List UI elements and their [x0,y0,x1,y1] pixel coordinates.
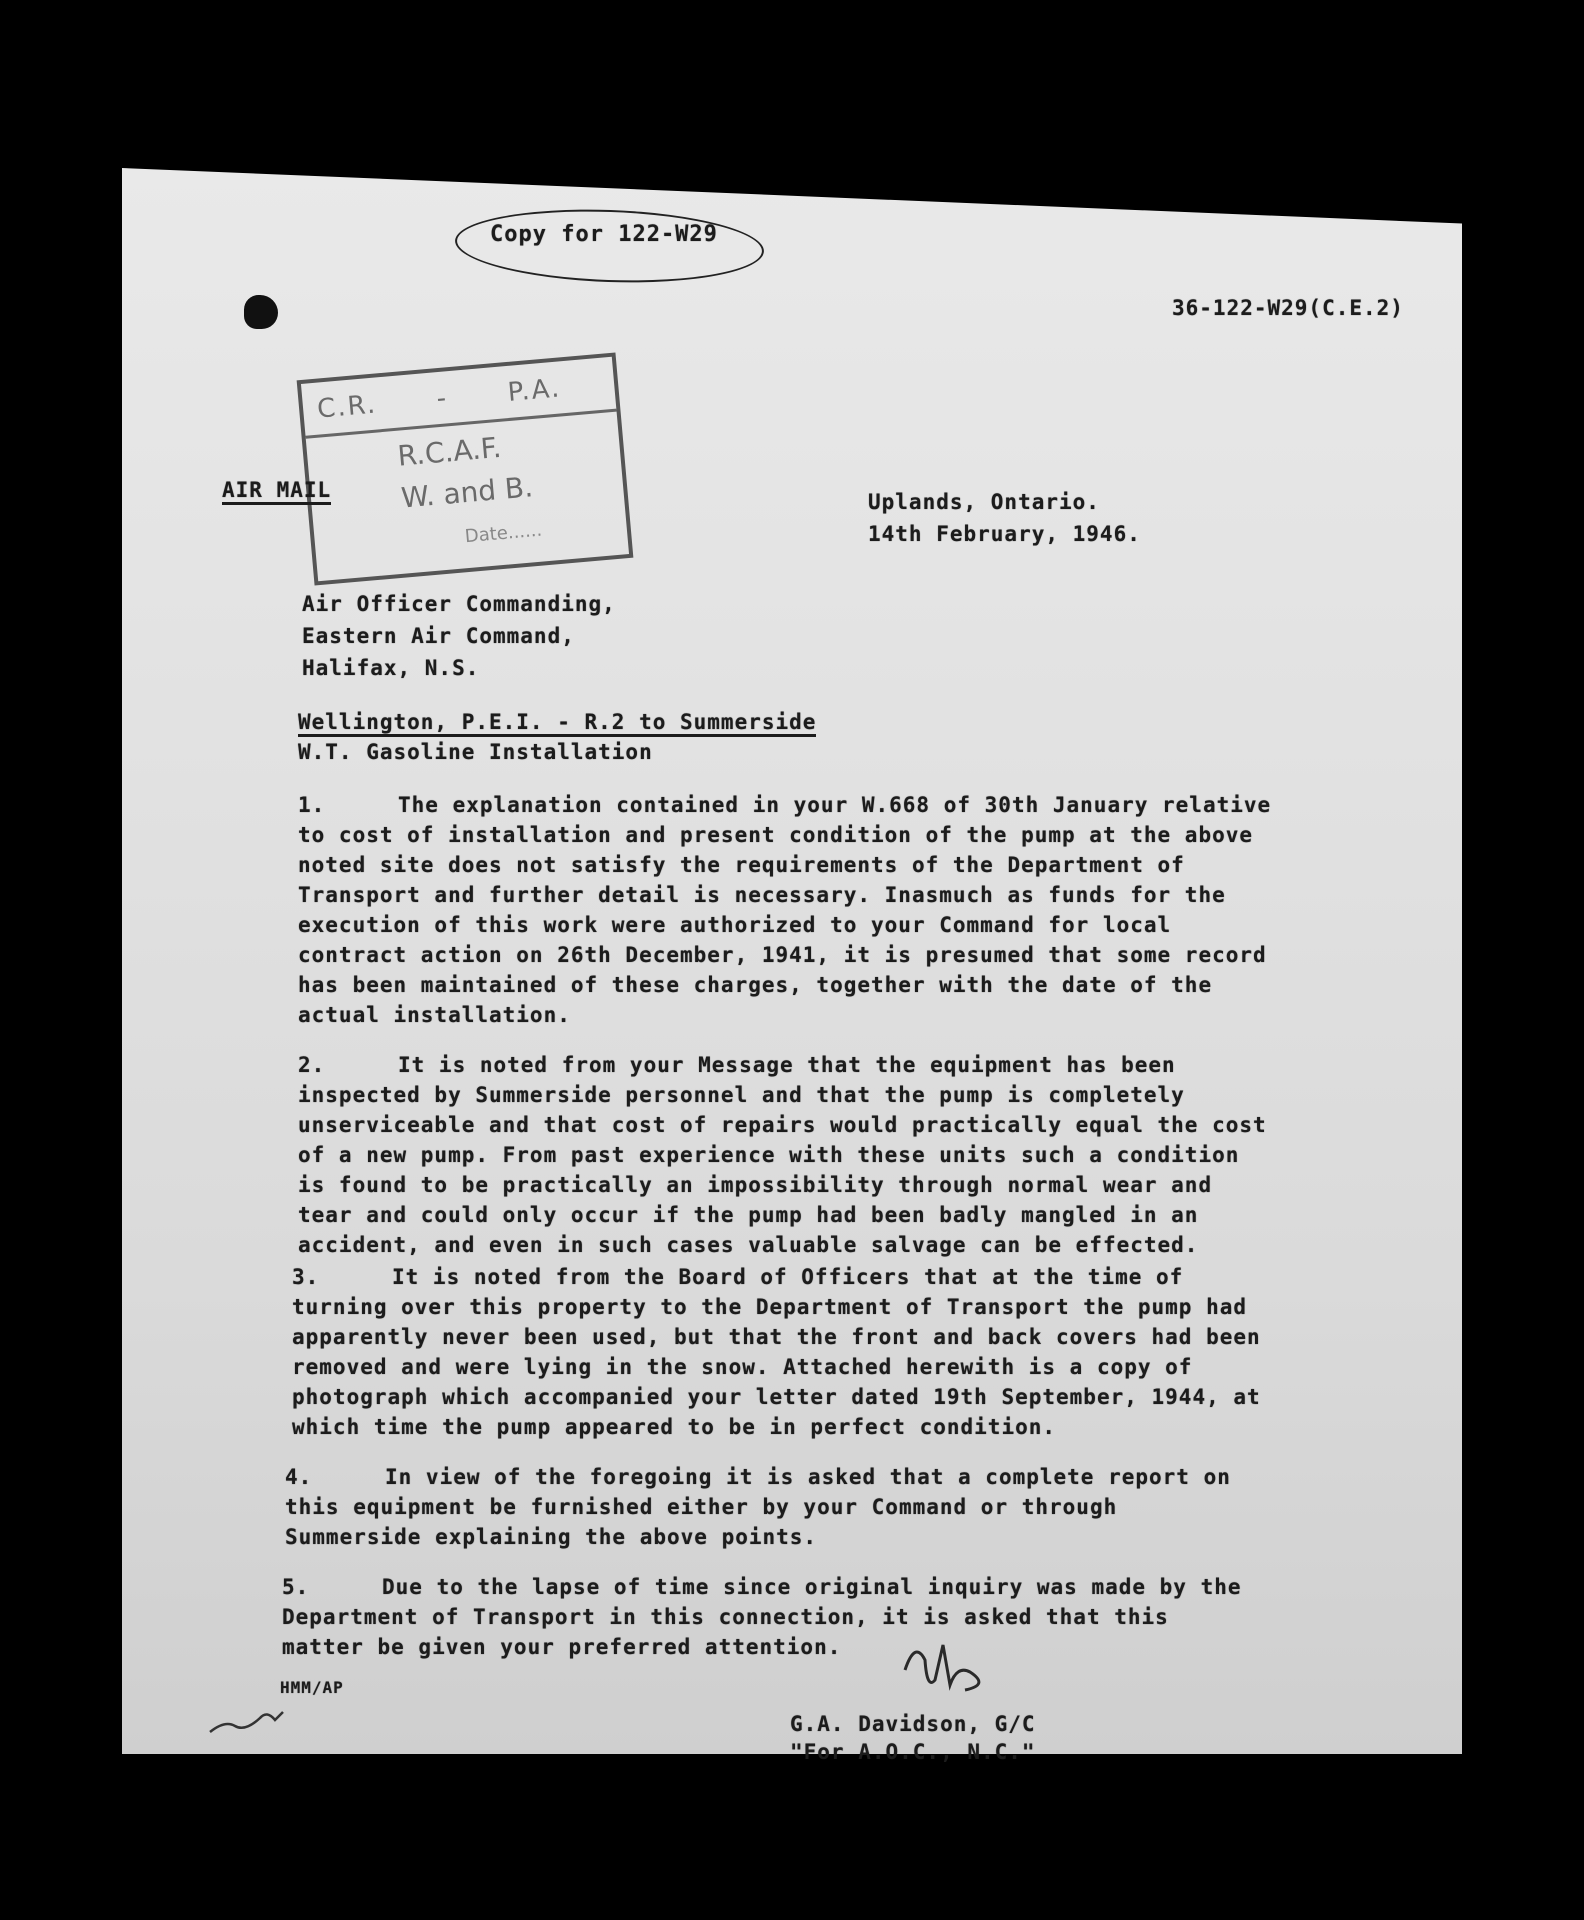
date-line: 14th February, 1946. [868,522,1141,546]
place-line: Uplands, Ontario. [868,490,1100,514]
paragraph-text: It is noted from the Board of Officers that at the time of turning over this property to the Department of Transport the pump had apparently never been used, but that the front and back covers had been removed and were lying in the snow. Attached herewith is a copy of photograph which accompanied your letter dated 19th September, 1944, at which time the pump appeared to be in perfect condition. [292,1265,1261,1439]
paragraph-number: 5. [282,1575,310,1599]
paragraph-number: 2. [298,1053,326,1077]
rcaf-received-stamp [297,352,634,585]
signatory-capacity: "For A.O.C., N.C." [790,1740,1036,1764]
paragraph-3 [292,1262,1272,1442]
reference-initials: HMM/AP [280,1678,344,1697]
paragraph-text: Due to the lapse of time since original inquiry was made by the Department of Transport in this connection, it is asked that this matter be given your preferred attention. [282,1575,1242,1659]
stamp-cr: C.R. [315,389,379,425]
stamp-dash: - [435,383,450,415]
paragraph-5 [282,1572,1262,1662]
stamp-w-and-b: W. and B. [399,470,535,515]
paragraph-text: The explanation contained in your W.668 of 30th January relative to cost of installation and present condition of the pump at the above noted site does not satisfy the requirements of the Department of Transport and further detail is necessary. Inasmuch as funds for the execution of this work were authorized to your Command for local contract action on 26th December, 1941, it is presumed that some record has been maintained of these charges, together with the date of the actual installation. [298,793,1272,1027]
paragraph-text: In view of the foregoing it is asked that a complete report on this equipment be furnished either by your Command or through Summerside explaining the above points. [285,1465,1231,1549]
punch-hole-mark [244,295,278,329]
stamp-pa: P.A. [506,373,563,408]
paragraph-1 [298,790,1278,1030]
signatory-name: G.A. Davidson, G/C [790,1712,1036,1736]
paragraph-text: It is noted from your Message that the equipment has been inspected by Summerside personnel and that the pump is completely unserviceable and that cost of repairs would practically equal the cost of a new pump. From past experience with these units such a condition is found to be practically an impossibility through normal wear and tear and could only occur if the pump had been badly mangled in an accident, and even in such cases valuable salvage can be effected. [298,1053,1267,1257]
subject-line-2: W.T. Gasoline Installation [298,740,653,764]
addressee-line-2: Eastern Air Command, [302,624,575,648]
addressee-line-1: Air Officer Commanding, [302,592,616,616]
subject-line-1: Wellington, P.E.I. - R.2 to Summerside [298,710,816,737]
paragraph-number: 4. [285,1465,313,1489]
handwritten-mark [205,1690,295,1740]
paragraph-4 [285,1462,1265,1552]
paragraph-2 [298,1050,1278,1260]
paragraph-number: 3. [292,1265,320,1289]
stamp-date: Date...... [463,519,543,548]
air-mail-label: AIR MAIL [222,478,331,505]
file-number: 36-122-W29(C.E.2) [1172,296,1404,320]
paragraph-number: 1. [298,793,326,817]
stamp-rcaf: R.C.A.F. [396,430,503,473]
addressee-line-3: Halifax, N.S. [302,656,480,680]
handwritten-initials [895,1630,1005,1710]
copy-note: Copy for 122-W29 [490,222,718,247]
